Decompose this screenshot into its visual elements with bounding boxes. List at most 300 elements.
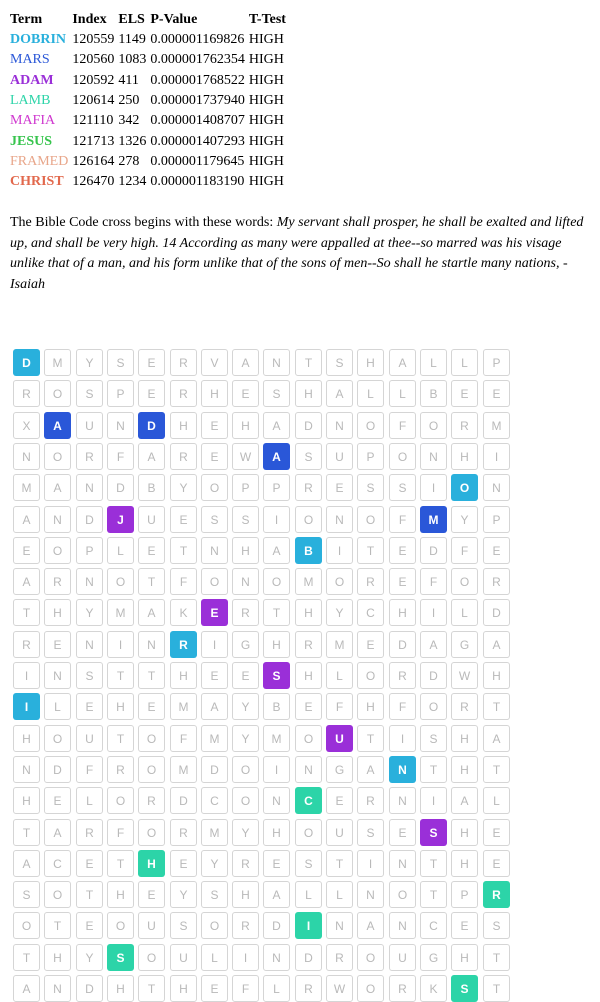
grid-letter: O [357,975,384,1002]
grid-letter: F [389,412,416,439]
grid-letter: H [44,599,71,626]
grid-letter: N [389,787,416,814]
grid-letter: O [201,912,228,939]
grid-letter: R [483,568,510,595]
grid-letter: T [420,850,447,877]
term-cell: LAMB [10,93,51,109]
table-row [8,131,288,151]
grid-letter: Y [76,944,103,971]
grid-letter: R [76,819,103,846]
grid-letter: N [44,506,71,533]
grid-letter: R [232,599,259,626]
header-pvalue: P-Value [150,11,198,27]
grid-letter: H [357,349,384,376]
ttest-cell: HIGH [248,72,284,88]
grid-letter: I [389,725,416,752]
header-term: Term [10,11,43,27]
grid-letter: S [420,725,447,752]
ttest-cell: HIGH [248,52,284,68]
intro-source: Isaiah [10,276,45,292]
grid-letter: L [357,380,384,407]
grid-letter: U [389,944,416,971]
grid-letter: H [451,756,478,783]
grid-letter-highlighted: A [263,443,290,470]
table-row [8,172,288,192]
grid-letter: E [44,787,71,814]
intro-lead: The Bible Code cross begins with these words: [10,215,277,230]
els-cell: 1083 [118,52,147,68]
els-results-table [8,9,288,192]
grid-letter: Y [170,881,197,908]
grid-letter: E [451,380,478,407]
grid-letter: E [389,819,416,846]
grid-letter: A [13,506,40,533]
pvalue-cell: 0.000001407293 [150,133,245,149]
pvalue-cell: 0.000001183190 [150,174,245,190]
grid-letter: O [389,443,416,470]
grid-letter: A [263,881,290,908]
grid-letter: D [76,506,103,533]
grid-letter: N [107,412,134,439]
grid-letter: T [295,349,322,376]
grid-letter: H [170,975,197,1002]
grid-letter: T [170,537,197,564]
grid-letter: L [76,787,103,814]
grid-letter: O [295,725,322,752]
grid-letter: Y [232,693,259,720]
grid-letter: N [76,568,103,595]
grid-letter: A [357,756,384,783]
grid-letter: T [13,599,40,626]
grid-letter: N [326,412,353,439]
grid-letter: N [201,537,228,564]
grid-letter: R [107,756,134,783]
grid-letter: A [389,349,416,376]
grid-letter: R [170,443,197,470]
grid-letter: F [107,443,134,470]
grid-letter-highlighted: D [138,412,165,439]
grid-letter: L [420,349,447,376]
grid-letter: N [389,912,416,939]
els-cell: 1326 [118,133,147,149]
intro-paragraph [10,213,592,295]
grid-letter: F [451,537,478,564]
grid-letter: O [138,944,165,971]
grid-letter: P [483,349,510,376]
grid-letter: E [138,693,165,720]
grid-letter: A [44,819,71,846]
grid-letter: H [389,599,416,626]
grid-letter: N [326,912,353,939]
els-cell: 342 [118,113,140,129]
grid-letter: Y [170,474,197,501]
grid-letter: R [76,443,103,470]
grid-letter: E [76,850,103,877]
grid-letter: N [295,756,322,783]
grid-letter: R [357,568,384,595]
grid-letter: I [483,443,510,470]
grid-letter: T [107,662,134,689]
grid-letter: N [263,349,290,376]
term-cell: DOBRIN [10,32,67,48]
grid-letter: S [201,506,228,533]
table-header-row [8,9,288,30]
grid-letter: I [263,506,290,533]
grid-letter: D [389,631,416,658]
grid-letter: H [295,599,322,626]
grid-letter-highlighted: U [326,725,353,752]
grid-letter: E [170,850,197,877]
grid-letter: W [232,443,259,470]
grid-letter: D [263,912,290,939]
grid-letter: C [201,787,228,814]
header-ttest: T-Test [248,11,286,27]
grid-letter: M [483,412,510,439]
grid-letter: S [263,380,290,407]
grid-letter: H [107,975,134,1002]
grid-letter: L [44,693,71,720]
grid-letter: I [107,631,134,658]
grid-letter: S [483,912,510,939]
grid-letter: E [263,850,290,877]
grid-letter: E [483,380,510,407]
grid-letter: P [357,443,384,470]
grid-letter: R [451,412,478,439]
grid-letter: P [76,537,103,564]
grid-letter-highlighted: S [451,975,478,1002]
grid-letter-highlighted: N [389,756,416,783]
grid-letter: D [295,944,322,971]
grid-letter: S [232,506,259,533]
grid-letter: T [483,756,510,783]
grid-letter: E [201,975,228,1002]
grid-letter: H [170,412,197,439]
grid-letter: N [263,944,290,971]
grid-letter: D [295,412,322,439]
grid-letter: S [295,850,322,877]
grid-letter-highlighted: A [44,412,71,439]
grid-letter: I [263,756,290,783]
grid-letter: O [44,380,71,407]
grid-letter: R [13,631,40,658]
intro-tail: - [559,256,568,271]
pvalue-cell: 0.000001169826 [150,32,245,48]
pvalue-cell: 0.000001179645 [150,153,245,169]
grid-letter: E [76,693,103,720]
grid-letter: O [295,506,322,533]
grid-letter: O [420,412,447,439]
grid-letter: U [326,819,353,846]
grid-letter-highlighted: H [138,850,165,877]
grid-letter: L [451,349,478,376]
grid-letter: E [76,912,103,939]
grid-letter: A [263,412,290,439]
grid-letter: T [138,568,165,595]
grid-letter: H [107,693,134,720]
grid-letter: E [326,787,353,814]
grid-letter: R [232,850,259,877]
grid-letter-highlighted: R [483,881,510,908]
grid-letter: M [201,725,228,752]
grid-letter: O [357,944,384,971]
grid-letter: O [232,787,259,814]
grid-letter: H [263,631,290,658]
grid-letter: F [107,819,134,846]
grid-letter: G [326,756,353,783]
grid-letter-highlighted: S [420,819,447,846]
grid-letter: L [483,787,510,814]
grid-letter: E [483,850,510,877]
grid-letter: E [326,474,353,501]
grid-letter: A [138,443,165,470]
els-cell: 411 [118,72,139,88]
grid-letter: H [295,662,322,689]
grid-letter: E [201,443,228,470]
grid-letter: E [451,912,478,939]
grid-letter: S [76,380,103,407]
grid-letter-highlighted: E [201,599,228,626]
grid-letter: O [201,474,228,501]
grid-letter: A [138,599,165,626]
grid-letter: E [138,380,165,407]
grid-letter: O [201,568,228,595]
index-cell: 126164 [72,153,115,169]
grid-letter: S [357,819,384,846]
grid-letter: H [170,662,197,689]
grid-letter: F [420,568,447,595]
grid-letter-highlighted: I [13,693,40,720]
grid-letter: C [44,850,71,877]
grid-letter: P [483,506,510,533]
grid-letter: O [295,819,322,846]
grid-letter: H [295,380,322,407]
grid-letter: R [170,380,197,407]
grid-letter: M [326,631,353,658]
grid-letter: O [138,756,165,783]
grid-letter: O [232,756,259,783]
grid-letter: T [483,975,510,1002]
grid-letter-highlighted: C [295,787,322,814]
index-cell: 120592 [72,72,115,88]
grid-letter: O [107,912,134,939]
grid-letter-highlighted: S [263,662,290,689]
grid-letter: L [295,881,322,908]
grid-letter-highlighted: S [107,944,134,971]
grid-letter: T [326,850,353,877]
grid-letter: O [138,725,165,752]
ttest-cell: HIGH [248,174,284,190]
grid-letter: L [389,380,416,407]
grid-letter: O [451,568,478,595]
table-row [8,30,288,50]
grid-letter: A [44,474,71,501]
grid-letter: N [483,474,510,501]
grid-letter: E [389,537,416,564]
grid-letter: E [232,662,259,689]
grid-letter: P [263,474,290,501]
grid-letter: O [44,537,71,564]
grid-letter: M [44,349,71,376]
grid-letter: T [44,912,71,939]
grid-letter: I [420,474,447,501]
intro-quote: My servant shall prosper, he shall be exalted and lifted up, and shall be very high. 14 According as many were appalled at thee--so marred was his visage unlike that of a man, and his form unlike that of the sons of men--So shall he startle many nations, [10,215,584,271]
grid-letter: M [107,599,134,626]
grid-letter: C [420,912,447,939]
grid-letter: P [232,474,259,501]
grid-letter: O [389,881,416,908]
grid-letter: A [483,631,510,658]
grid-letter: I [326,537,353,564]
grid-letter: L [107,537,134,564]
grid-letter: A [13,975,40,1002]
grid-letter: I [420,599,447,626]
ttest-cell: HIGH [248,153,284,169]
grid-letter: O [138,819,165,846]
grid-letter-highlighted: D [13,349,40,376]
grid-letter: T [420,756,447,783]
grid-letter: A [263,537,290,564]
grid-letter: M [170,756,197,783]
grid-letter: R [44,568,71,595]
grid-letter: N [13,443,40,470]
grid-letter: S [76,662,103,689]
grid-letter: D [420,537,447,564]
grid-letter: P [107,380,134,407]
grid-letter: O [13,912,40,939]
grid-letter: N [44,662,71,689]
grid-letter: N [76,474,103,501]
ttest-cell: HIGH [248,133,284,149]
grid-letter: Y [451,506,478,533]
grid-letter: O [357,506,384,533]
grid-letter: R [232,912,259,939]
grid-letter: E [483,537,510,564]
grid-letter: M [295,568,322,595]
term-cell: MAFIA [10,113,56,129]
grid-letter: U [76,725,103,752]
grid-letter: E [138,537,165,564]
grid-letter: U [76,412,103,439]
grid-letter: G [420,944,447,971]
grid-letter: H [232,881,259,908]
grid-letter: T [76,881,103,908]
grid-letter: K [420,975,447,1002]
term-cell: CHRIST [10,174,64,190]
grid-letter: L [201,944,228,971]
grid-letter-highlighted: M [420,506,447,533]
table-row [8,50,288,70]
grid-letter: N [357,881,384,908]
grid-letter: E [170,506,197,533]
els-cell: 250 [118,93,140,109]
grid-letter: S [326,349,353,376]
grid-letter: E [483,819,510,846]
header-index: Index [72,11,107,27]
grid-letter: A [13,568,40,595]
pvalue-cell: 0.000001737940 [150,93,245,109]
grid-letter: E [295,693,322,720]
grid-letter: N [13,756,40,783]
table-row [8,111,288,131]
grid-letter: F [389,506,416,533]
grid-letter: W [326,975,353,1002]
grid-letter: E [13,537,40,564]
grid-letter: I [201,631,228,658]
term-cell: MARS [10,52,50,68]
grid-letter: R [295,975,322,1002]
grid-letter: S [107,349,134,376]
grid-letter: M [170,693,197,720]
grid-letter: H [451,944,478,971]
grid-letter: E [201,412,228,439]
grid-letter: T [107,850,134,877]
term-cell: JESUS [10,133,53,149]
grid-letter: W [451,662,478,689]
grid-letter: T [420,881,447,908]
ttest-cell: HIGH [248,93,284,109]
pvalue-cell: 0.000001408707 [150,113,245,129]
grid-letter: A [420,631,447,658]
grid-letter: A [326,380,353,407]
grid-letter: D [201,756,228,783]
grid-letter: T [13,944,40,971]
grid-letter: R [389,662,416,689]
grid-letter: N [389,850,416,877]
grid-letter: O [44,881,71,908]
grid-letter: D [483,599,510,626]
grid-letter: L [451,599,478,626]
grid-letter: N [138,631,165,658]
grid-letter: A [13,850,40,877]
grid-letter: A [232,349,259,376]
grid-letter: D [76,975,103,1002]
grid-letter: I [13,662,40,689]
grid-letter: U [326,443,353,470]
grid-letter: S [389,474,416,501]
grid-letter: O [326,568,353,595]
grid-letter: S [170,912,197,939]
grid-letter: T [107,725,134,752]
grid-letter: R [357,787,384,814]
index-cell: 126470 [72,174,115,190]
grid-letter: F [389,693,416,720]
grid-letter: H [201,380,228,407]
grid-letter: E [389,568,416,595]
grid-letter: I [357,850,384,877]
term-cell: FRAMED [10,153,69,169]
grid-letter: I [420,787,447,814]
grid-letter: O [107,568,134,595]
grid-letter-highlighted: R [170,631,197,658]
index-cell: 121110 [72,113,114,129]
grid-letter: G [232,631,259,658]
grid-letter: H [13,787,40,814]
grid-letter: B [420,380,447,407]
grid-letter: T [357,725,384,752]
index-cell: 120614 [72,93,115,109]
pvalue-cell: 0.000001768522 [150,72,245,88]
grid-letter: O [357,662,384,689]
grid-letter: H [44,944,71,971]
grid-letter-highlighted: B [295,537,322,564]
grid-letter: G [451,631,478,658]
els-cell: 1149 [118,32,146,48]
grid-letter: N [326,506,353,533]
grid-letter: R [170,819,197,846]
table-row [8,71,288,91]
grid-letter: M [263,725,290,752]
grid-letter: N [420,443,447,470]
